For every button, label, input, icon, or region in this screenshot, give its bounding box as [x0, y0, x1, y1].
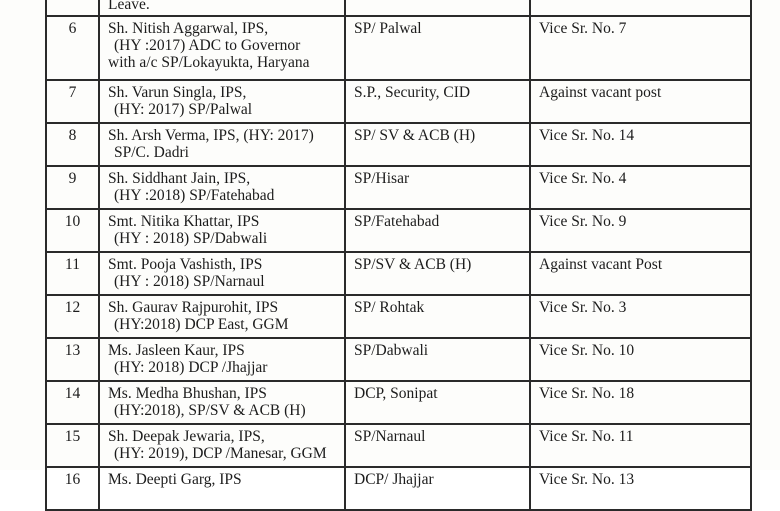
- table-row: [46, 295, 751, 338]
- officer-details: (HY :2018) SP/Fatehabad: [114, 187, 275, 204]
- officer-name: Sh. Gaurav Rajpurohit, IPS: [108, 299, 279, 316]
- remarks-cell: Vice Sr. No. 9: [530, 209, 751, 252]
- posted-as-cell: DCP, Sonipat: [345, 381, 530, 424]
- officer-name: Smt. Nitika Khattar, IPS: [108, 213, 260, 230]
- posted-as-cell: SP/ SV & ACB (H): [345, 123, 530, 166]
- table-row: [46, 16, 751, 80]
- transfer-posting-table: [45, 0, 752, 511]
- sr-cell: [46, 0, 99, 16]
- table-row: [46, 424, 751, 467]
- posted-as-cell: SP/SV & ACB (H): [345, 252, 530, 295]
- sr-cell: 16: [46, 467, 99, 510]
- officer-cell: [99, 123, 345, 166]
- officer-name: Smt. Pooja Vashisth, IPS: [108, 256, 263, 273]
- posted-as-cell: SP/Dabwali: [345, 338, 530, 381]
- remarks-cell: Vice Sr. No. 11: [530, 424, 751, 467]
- posted-as-cell: SP/Hisar: [345, 166, 530, 209]
- officer-cell: [99, 166, 345, 209]
- table-row: [46, 0, 751, 16]
- remarks-cell: Vice Sr. No. 7: [530, 16, 751, 80]
- officer-cell: [99, 338, 345, 381]
- officer-name: Sh. Siddhant Jain, IPS,: [108, 170, 251, 187]
- sr-cell: 15: [46, 424, 99, 467]
- sr-cell: 13: [46, 338, 99, 381]
- officer-cell: [99, 295, 345, 338]
- officer-cell: [99, 467, 345, 510]
- remarks-cell: Vice Sr. No. 3: [530, 295, 751, 338]
- officer-cell: [99, 424, 345, 467]
- remarks-cell: Vice Sr. No. 13: [530, 467, 751, 510]
- officer-cell: [99, 0, 345, 16]
- officer-name: Sh. Deepak Jewaria, IPS,: [108, 428, 265, 445]
- remarks-cell: Vice Sr. No. 18: [530, 381, 751, 424]
- officer-name: Ms. Jasleen Kaur, IPS: [108, 342, 245, 359]
- sr-cell: 7: [46, 80, 99, 123]
- officer-name: Ms. Deepti Garg, IPS: [108, 471, 242, 488]
- remarks-cell: Vice Sr. No. 4: [530, 166, 751, 209]
- officer-cell: [99, 80, 345, 123]
- officer-details: (HY:2018) DCP East, GGM: [114, 316, 289, 333]
- table-row: [46, 166, 751, 209]
- remarks-cell: Against vacant post: [530, 80, 751, 123]
- remarks-cell: [530, 0, 751, 16]
- officer-name: Sh. Nitish Aggarwal, IPS,: [108, 20, 269, 37]
- officer-details: (HY: 2017) SP/Palwal: [114, 101, 253, 118]
- posted-as-cell: [345, 0, 530, 16]
- table-row: [46, 381, 751, 424]
- sr-cell: 10: [46, 209, 99, 252]
- officer-details-extra: with a/c SP/Lokayukta, Haryana: [108, 54, 310, 71]
- remarks-cell: Against vacant Post: [530, 252, 751, 295]
- sr-cell: 9: [46, 166, 99, 209]
- officer-cell: [99, 16, 345, 80]
- posted-as-cell: S.P., Security, CID: [345, 80, 530, 123]
- remarks-cell: Vice Sr. No. 10: [530, 338, 751, 381]
- table-row: [46, 209, 751, 252]
- table-row: [46, 123, 751, 166]
- officer-details: (HY:2018), SP/SV & ACB (H): [114, 402, 306, 419]
- posted-as-cell: SP/ Palwal: [345, 16, 530, 80]
- officer-name: Ms. Medha Bhushan, IPS: [108, 385, 267, 402]
- officer-text: Leave.: [108, 0, 150, 13]
- officer-cell: [99, 209, 345, 252]
- remarks-cell: Vice Sr. No. 14: [530, 123, 751, 166]
- posted-as-cell: SP/ Rohtak: [345, 295, 530, 338]
- sr-cell: 11: [46, 252, 99, 295]
- table-row: [46, 80, 751, 123]
- posted-as-cell: DCP/ Jhajjar: [345, 467, 530, 510]
- officer-details: (HY : 2018) SP/Dabwali: [114, 230, 268, 247]
- table-row: [46, 252, 751, 295]
- sr-cell: 14: [46, 381, 99, 424]
- officer-name: Sh. Arsh Verma, IPS, (HY: 2017): [108, 127, 314, 144]
- officer-cell: [99, 381, 345, 424]
- sr-cell: 8: [46, 123, 99, 166]
- officer-cell: [99, 252, 345, 295]
- posted-as-cell: SP/Narnaul: [345, 424, 530, 467]
- table-row: [46, 467, 751, 510]
- officer-details: SP/C. Dadri: [114, 144, 189, 161]
- officer-details: (HY :2017) ADC to Governor: [114, 37, 301, 54]
- posted-as-cell: SP/Fatehabad: [345, 209, 530, 252]
- sr-cell: 6: [46, 16, 99, 80]
- officer-details: (HY: 2019), DCP /Manesar, GGM: [114, 445, 327, 462]
- sr-cell: 12: [46, 295, 99, 338]
- officer-name: Sh. Varun Singla, IPS,: [108, 84, 247, 101]
- table-row: [46, 338, 751, 381]
- officer-details: (HY: 2018) DCP /Jhajjar: [114, 359, 268, 376]
- officer-details: (HY : 2018) SP/Narnaul: [114, 273, 265, 290]
